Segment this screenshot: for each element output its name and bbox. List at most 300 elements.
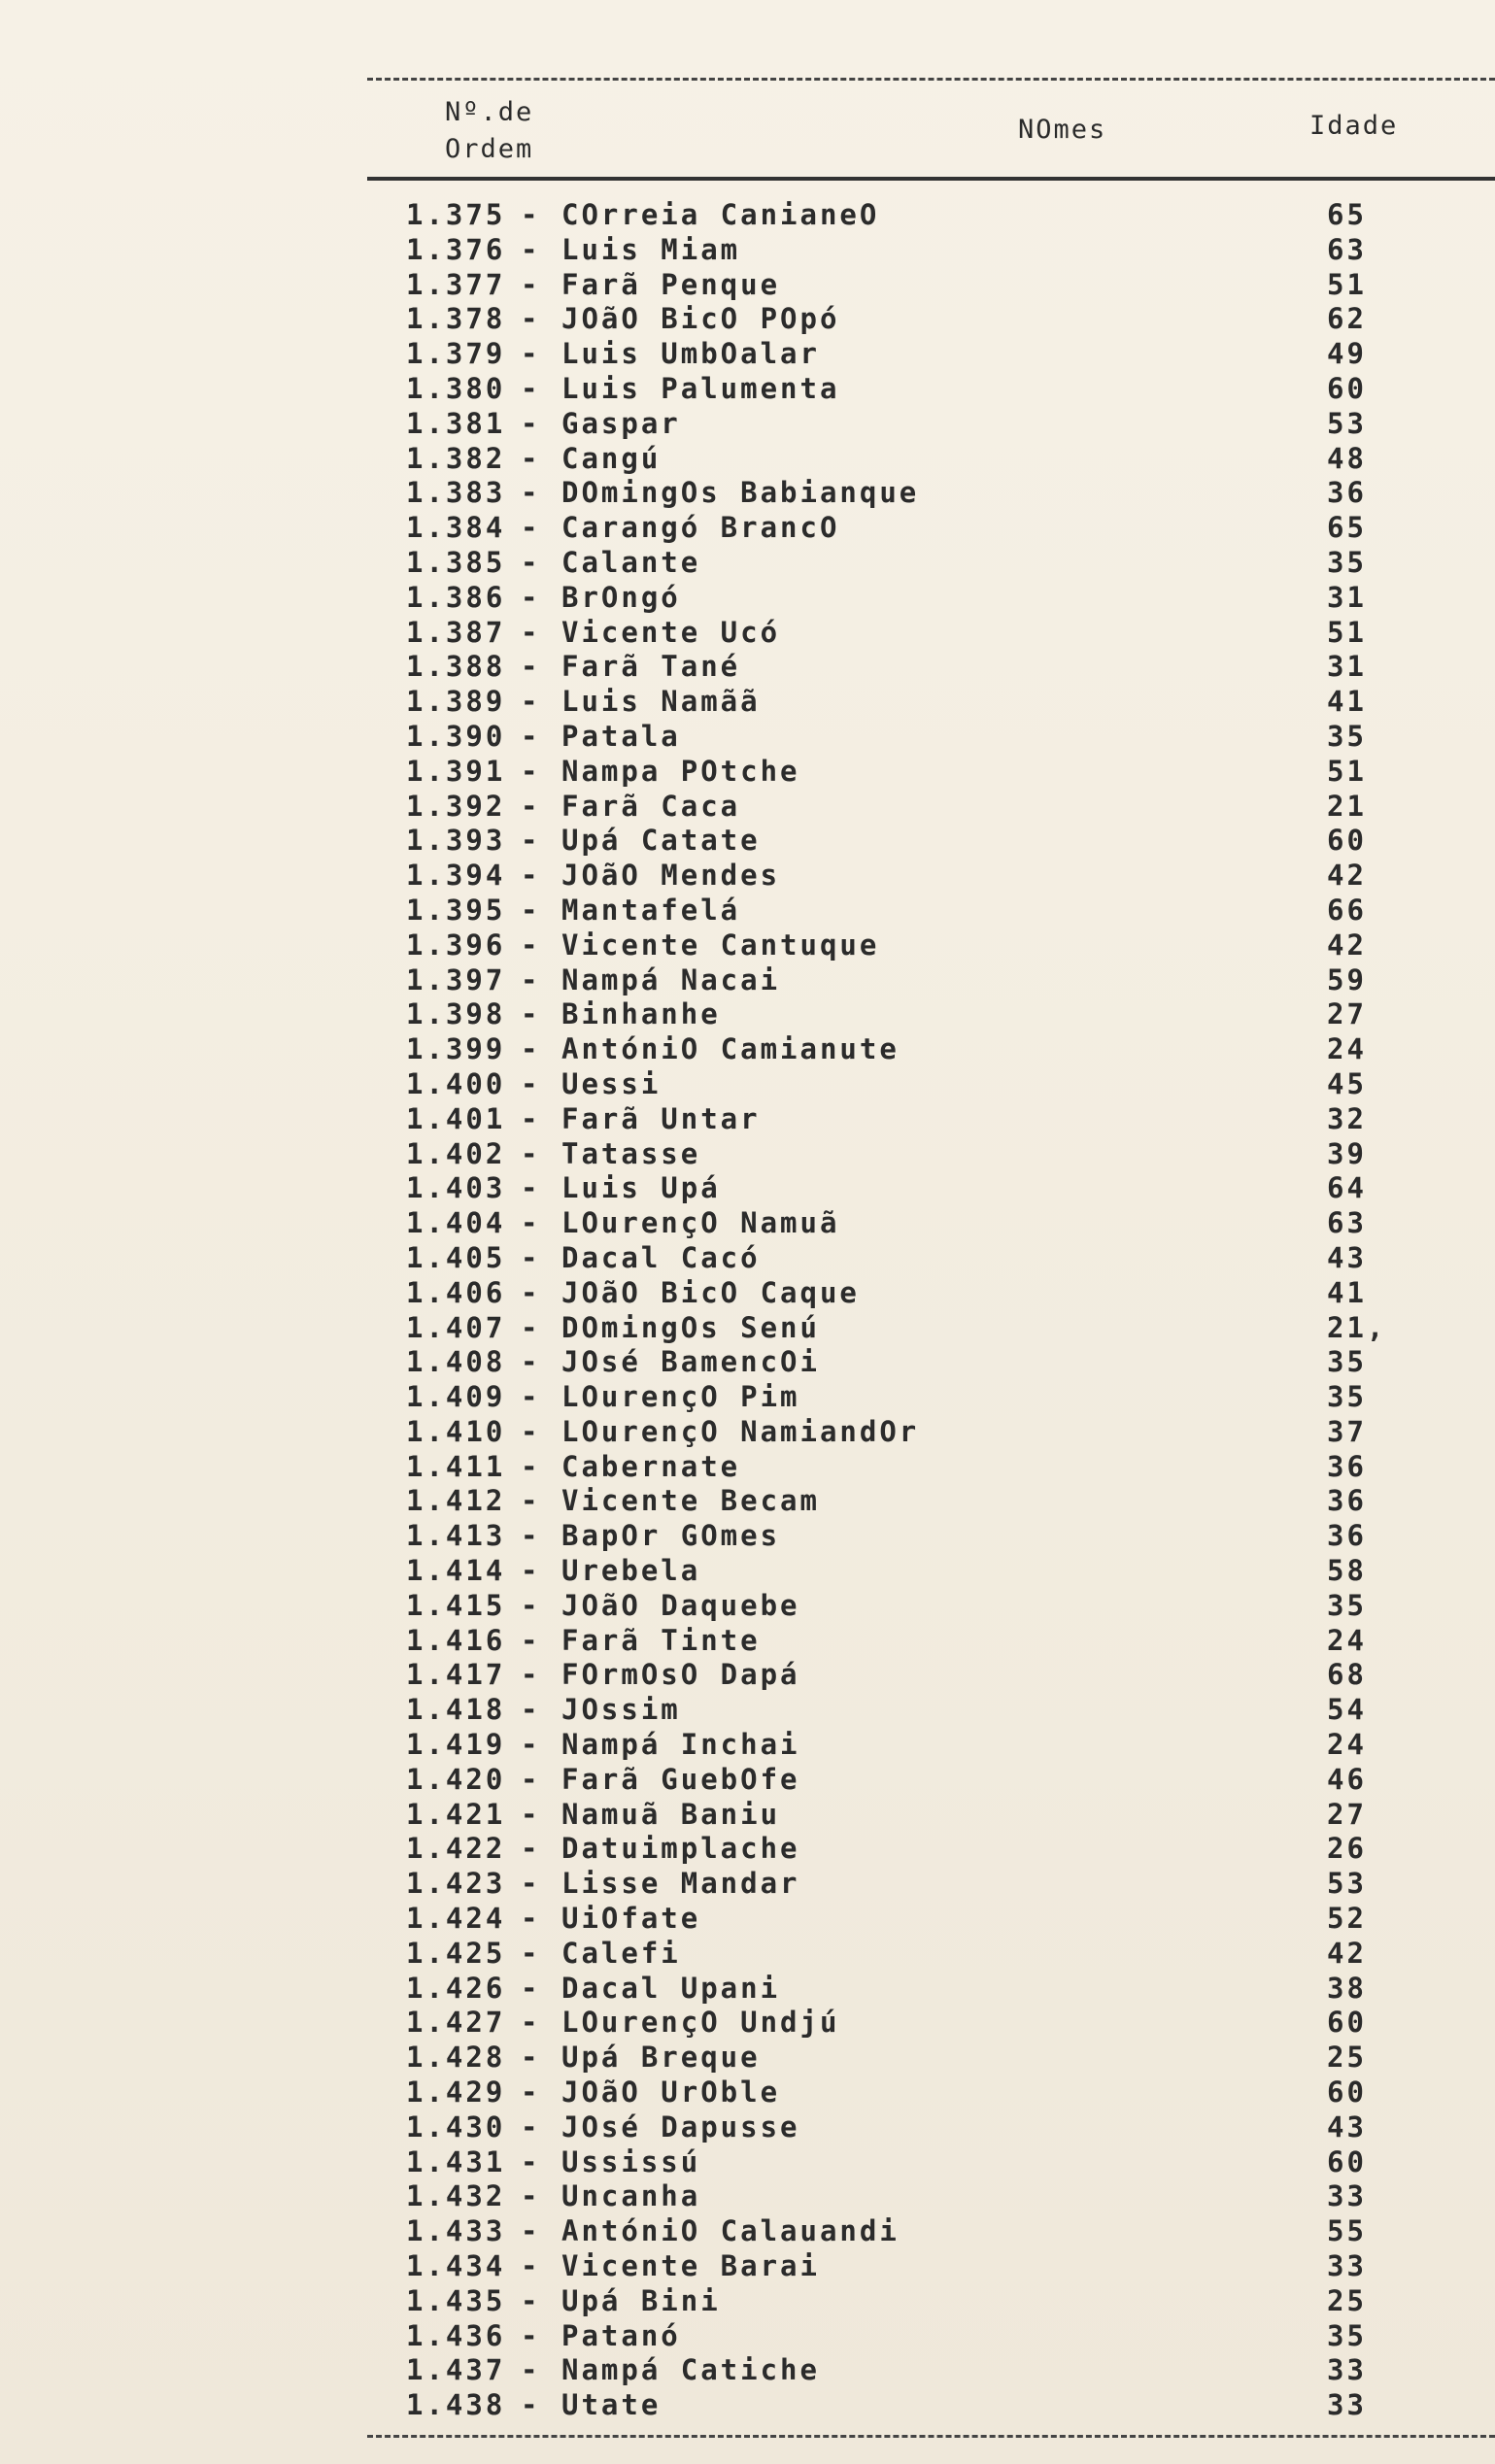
entry-age: 63	[1327, 232, 1367, 266]
list-item	[406, 1345, 1495, 1380]
list-item	[406, 2249, 1495, 2284]
list-item	[406, 198, 1495, 233]
list-item	[406, 337, 1495, 372]
entry-dash: -	[521, 719, 541, 753]
entry-dash: -	[521, 1484, 541, 1518]
list-item	[406, 233, 1495, 268]
list-item	[406, 824, 1495, 859]
entry-dash: -	[521, 928, 541, 962]
entry-age: 60	[1327, 824, 1367, 858]
entry-age: 25	[1327, 2283, 1367, 2317]
entry-dash: -	[521, 2353, 541, 2387]
list-item	[406, 720, 1495, 755]
entry-name: Luis UmbOalar	[561, 337, 820, 371]
header-nomes: NOmes	[1018, 115, 1107, 145]
entry-name: Patanó	[561, 2318, 681, 2352]
list-item	[406, 928, 1495, 963]
entry-age: 53	[1327, 1867, 1367, 1901]
entry-number: 1.384	[406, 511, 506, 545]
entry-dash: -	[521, 1728, 541, 1762]
list-item	[406, 2145, 1495, 2180]
entry-age: 35	[1327, 2318, 1367, 2352]
entry-age: 35	[1327, 1588, 1367, 1622]
entry-age: 63	[1327, 1206, 1367, 1240]
entry-number: 1.379	[406, 337, 506, 371]
entry-dash: -	[521, 2041, 541, 2075]
entry-age: 39	[1327, 1136, 1367, 1170]
entry-number: 1.406	[406, 1275, 506, 1309]
list-item	[406, 511, 1495, 546]
entry-age: 45	[1327, 1066, 1367, 1100]
entry-name: Ussissú	[561, 2144, 701, 2178]
entry-age: 26	[1327, 1832, 1367, 1866]
entry-dash: -	[521, 1971, 541, 2005]
entry-age: 59	[1327, 962, 1367, 996]
entry-name: JOãO Mendes	[561, 859, 781, 893]
entry-age: 65	[1327, 511, 1367, 545]
entry-number: 1.426	[406, 1971, 506, 2005]
entry-dash: -	[521, 1171, 541, 1205]
top-dashed-rule	[367, 78, 1495, 90]
list-item	[406, 1032, 1495, 1067]
list-item	[406, 2388, 1495, 2423]
list-item	[406, 2214, 1495, 2249]
entry-dash: -	[521, 1275, 541, 1309]
entry-name: Uncanha	[561, 2179, 701, 2213]
entry-name: Gaspar	[561, 406, 681, 440]
entry-number: 1.414	[406, 1554, 506, 1588]
entry-dash: -	[521, 1380, 541, 1414]
entry-name: LOurençO Undjú	[561, 2006, 840, 2040]
entry-name: DOmingOs Senú	[561, 1310, 820, 1344]
entry-dash: -	[521, 2179, 541, 2213]
entry-name: Namuã Baniu	[561, 1797, 781, 1831]
entry-number: 1.435	[406, 2283, 506, 2317]
entry-name: Luis Upá	[561, 1171, 721, 1205]
entry-age: 37	[1327, 1414, 1367, 1448]
entry-name: JOsé BamencOi	[561, 1345, 820, 1379]
entry-name: JOãO Daquebe	[561, 1588, 800, 1622]
entry-dash: -	[521, 406, 541, 440]
list-item	[406, 997, 1495, 1032]
header-ordem-line1: Nº.de	[445, 97, 534, 127]
entry-number: 1.410	[406, 1414, 506, 1448]
entry-number: 1.429	[406, 2076, 506, 2110]
entry-number: 1.411	[406, 1449, 506, 1483]
entry-age: 31	[1327, 580, 1367, 614]
entry-age: 31	[1327, 650, 1367, 684]
entry-name: Patala	[561, 719, 681, 753]
entry-name: Upá Catate	[561, 824, 761, 858]
entry-number: 1.423	[406, 1867, 506, 1901]
entry-name: Farã Untar	[561, 1101, 761, 1135]
entry-dash: -	[521, 1310, 541, 1344]
entry-age: 51	[1327, 615, 1367, 649]
list-item	[406, 1102, 1495, 1137]
entry-dash: -	[521, 580, 541, 614]
entry-name: Nampá Catiche	[561, 2353, 820, 2387]
list-item	[406, 2319, 1495, 2354]
entry-age: 43	[1327, 2110, 1367, 2143]
entry-age: 65	[1327, 198, 1367, 231]
list-item	[406, 2006, 1495, 2041]
entry-name: BapOr GOmes	[561, 1519, 781, 1553]
header-ordem-line2: Ordem	[445, 134, 534, 164]
entry-age: 60	[1327, 2144, 1367, 2178]
entry-number: 1.396	[406, 928, 506, 962]
list-item	[406, 894, 1495, 928]
entry-dash: -	[521, 997, 541, 1031]
entry-dash: -	[521, 1066, 541, 1100]
entry-name: Uessi	[561, 1066, 662, 1100]
entry-dash: -	[521, 371, 541, 405]
entry-dash: -	[521, 1658, 541, 1692]
entry-dash: -	[521, 1762, 541, 1796]
list-item	[406, 2076, 1495, 2110]
entry-number: 1.433	[406, 2214, 506, 2248]
entry-dash: -	[521, 2283, 541, 2317]
entry-dash: -	[521, 1240, 541, 1274]
entry-age: 21	[1327, 789, 1367, 823]
list-item	[406, 407, 1495, 442]
entry-number: 1.392	[406, 789, 506, 823]
entry-number: 1.425	[406, 1936, 506, 1970]
entry-age: 24	[1327, 1728, 1367, 1762]
entry-number: 1.413	[406, 1519, 506, 1553]
entry-dash: -	[521, 824, 541, 858]
list-item	[406, 1624, 1495, 1659]
list-item	[406, 302, 1495, 337]
entry-name: JOãO BicO Caque	[561, 1275, 860, 1309]
entry-number: 1.387	[406, 615, 506, 649]
entry-number: 1.427	[406, 2006, 506, 2040]
entry-name: Farã Penque	[561, 267, 781, 301]
entry-number: 1.438	[406, 2388, 506, 2422]
entry-number: 1.400	[406, 1066, 506, 1100]
entry-name: Farã Tinte	[561, 1623, 761, 1657]
entry-name: Vicente Cantuque	[561, 928, 880, 962]
entry-name: Binhanhe	[561, 997, 721, 1031]
list-item	[406, 1415, 1495, 1450]
entry-age: 51	[1327, 267, 1367, 301]
list-item	[406, 1728, 1495, 1763]
list-item	[406, 685, 1495, 720]
entry-age: 36	[1327, 1519, 1367, 1553]
list-item	[406, 1972, 1495, 2007]
list-item	[406, 1380, 1495, 1415]
list-item	[406, 1658, 1495, 1693]
entry-number: 1.401	[406, 1101, 506, 1135]
entry-age: 33	[1327, 2353, 1367, 2387]
entry-number: 1.391	[406, 754, 506, 788]
list-item	[406, 1798, 1495, 1833]
list-item	[406, 2353, 1495, 2388]
entry-number: 1.383	[406, 476, 506, 510]
entry-dash: -	[521, 615, 541, 649]
entry-age: 68	[1327, 1658, 1367, 1692]
entry-name: Luis Miam	[561, 232, 741, 266]
entry-age: 60	[1327, 2076, 1367, 2110]
entry-number: 1.430	[406, 2110, 506, 2143]
entry-number: 1.418	[406, 1693, 506, 1727]
entry-number: 1.422	[406, 1832, 506, 1866]
entry-dash: -	[521, 1588, 541, 1622]
entry-number: 1.421	[406, 1797, 506, 1831]
list-item	[406, 616, 1495, 651]
entry-number: 1.402	[406, 1136, 506, 1170]
entry-age: 32	[1327, 1101, 1367, 1135]
list-item	[406, 2041, 1495, 2076]
entry-name: LOurençO Pim	[561, 1380, 800, 1414]
entry-dash: -	[521, 2076, 541, 2110]
list-item	[406, 2284, 1495, 2319]
entry-age: 24	[1327, 1032, 1367, 1066]
entry-number: 1.409	[406, 1380, 506, 1414]
entry-number: 1.428	[406, 2041, 506, 2075]
entry-name: JOsé Dapusse	[561, 2110, 800, 2143]
entry-name: Urebela	[561, 1554, 701, 1588]
entry-number: 1.381	[406, 406, 506, 440]
entry-name: UiOfate	[561, 1902, 701, 1936]
entry-dash: -	[521, 198, 541, 231]
entry-age: 35	[1327, 1380, 1367, 1414]
entry-number: 1.416	[406, 1623, 506, 1657]
list-item	[406, 1832, 1495, 1867]
entry-dash: -	[521, 1101, 541, 1135]
entry-age: 38	[1327, 1971, 1367, 2005]
entry-age: 33	[1327, 2249, 1367, 2283]
list-item	[406, 790, 1495, 825]
list-item	[406, 1693, 1495, 1728]
entry-age: 36	[1327, 1484, 1367, 1518]
entry-age: 60	[1327, 371, 1367, 405]
entry-number: 1.405	[406, 1240, 506, 1274]
entry-dash: -	[521, 650, 541, 684]
list-item	[406, 1276, 1495, 1311]
entry-age: 55	[1327, 2214, 1367, 2248]
list-item	[406, 1450, 1495, 1485]
entry-dash: -	[521, 545, 541, 579]
list-item	[406, 1589, 1495, 1624]
entry-name: Dacal Cacó	[561, 1240, 761, 1274]
header-idade: Idade	[1309, 111, 1399, 141]
entry-age: 64	[1327, 1171, 1367, 1205]
entry-dash: -	[521, 511, 541, 545]
entry-age: 52	[1327, 1902, 1367, 1936]
entry-name: BrOngó	[561, 580, 681, 614]
entry-name: Farã Tané	[561, 650, 741, 684]
entry-number: 1.436	[406, 2318, 506, 2352]
entry-age: 62	[1327, 302, 1367, 336]
entry-number: 1.432	[406, 2179, 506, 2213]
entry-age: 42	[1327, 1936, 1367, 1970]
entry-name: Carangó BrancO	[561, 511, 840, 545]
list-item	[406, 1206, 1495, 1241]
entry-number: 1.380	[406, 371, 506, 405]
entry-name: AntóniO Camianute	[561, 1032, 900, 1066]
entry-age: 24	[1327, 1623, 1367, 1657]
entry-dash: -	[521, 2006, 541, 2040]
entry-name: JOãO BicO POpó	[561, 302, 840, 336]
entry-name: Nampá Inchai	[561, 1728, 800, 1762]
entry-name: LOurençO Namuã	[561, 1206, 840, 1240]
entry-dash: -	[521, 859, 541, 893]
entry-dash: -	[521, 1554, 541, 1588]
entry-name: Vicente Barai	[561, 2249, 820, 2283]
entry-dash: -	[521, 2110, 541, 2143]
entry-age: 41	[1327, 1275, 1367, 1309]
list-item	[406, 1241, 1495, 1276]
entry-dash: -	[521, 302, 541, 336]
entry-dash: -	[521, 2214, 541, 2248]
entry-age: 66	[1327, 893, 1367, 927]
register-list	[406, 198, 1495, 2423]
entry-dash: -	[521, 1623, 541, 1657]
entry-dash: -	[521, 2388, 541, 2422]
entry-number: 1.417	[406, 1658, 506, 1692]
list-item	[406, 963, 1495, 998]
entry-age: 46	[1327, 1762, 1367, 1796]
entry-number: 1.424	[406, 1902, 506, 1936]
entry-name: Datuimplache	[561, 1832, 800, 1866]
entry-number: 1.431	[406, 2144, 506, 2178]
entry-dash: -	[521, 754, 541, 788]
entry-dash: -	[521, 1797, 541, 1831]
entry-age: 53	[1327, 406, 1367, 440]
bottom-dashed-rule	[367, 2435, 1495, 2447]
header-underline	[367, 177, 1495, 181]
entry-number: 1.377	[406, 267, 506, 301]
entry-number: 1.404	[406, 1206, 506, 1240]
entry-age: 36	[1327, 476, 1367, 510]
entry-age: 36	[1327, 1449, 1367, 1483]
entry-dash: -	[521, 789, 541, 823]
entry-name: Calante	[561, 545, 701, 579]
entry-number: 1.382	[406, 441, 506, 475]
entry-age: 42	[1327, 928, 1367, 962]
entry-number: 1.397	[406, 962, 506, 996]
list-item	[406, 1937, 1495, 1972]
entry-name: Cabernate	[561, 1449, 741, 1483]
entry-name: Farã Caca	[561, 789, 741, 823]
entry-dash: -	[521, 441, 541, 475]
entry-name: DOmingOs Babianque	[561, 476, 920, 510]
entry-dash: -	[521, 1693, 541, 1727]
entry-number: 1.399	[406, 1032, 506, 1066]
entry-dash: -	[521, 1902, 541, 1936]
entry-number: 1.389	[406, 685, 506, 719]
list-item	[406, 859, 1495, 894]
entry-dash: -	[521, 2249, 541, 2283]
list-item	[406, 1867, 1495, 1902]
entry-dash: -	[521, 2318, 541, 2352]
entry-dash: -	[521, 1414, 541, 1448]
entry-number: 1.394	[406, 859, 506, 893]
entry-dash: -	[521, 267, 541, 301]
entry-age: 49	[1327, 337, 1367, 371]
entry-number: 1.434	[406, 2249, 506, 2283]
entry-number: 1.412	[406, 1484, 506, 1518]
entry-age: 54	[1327, 1693, 1367, 1727]
entry-number: 1.395	[406, 893, 506, 927]
entry-dash: -	[521, 685, 541, 719]
list-item	[406, 1311, 1495, 1346]
entry-number: 1.437	[406, 2353, 506, 2387]
entry-name: Luis Namãã	[561, 685, 761, 719]
list-item	[406, 1484, 1495, 1519]
entry-number: 1.420	[406, 1762, 506, 1796]
entry-dash: -	[521, 1936, 541, 1970]
entry-name: Cangú	[561, 441, 662, 475]
entry-number: 1.375	[406, 198, 506, 231]
list-item	[406, 2179, 1495, 2214]
entry-name: Upá Bini	[561, 2283, 721, 2317]
list-item	[406, 1902, 1495, 1937]
entry-age: 41	[1327, 685, 1367, 719]
entry-number: 1.393	[406, 824, 506, 858]
entry-number: 1.386	[406, 580, 506, 614]
entry-age: 27	[1327, 997, 1367, 1031]
entry-name: AntóniO Calauandi	[561, 2214, 900, 2248]
entry-age: 35	[1327, 1345, 1367, 1379]
entry-number: 1.398	[406, 997, 506, 1031]
entry-dash: -	[521, 2144, 541, 2178]
list-item	[406, 1137, 1495, 1172]
entry-name: Nampa POtche	[561, 754, 800, 788]
entry-name: Lisse Mandar	[561, 1867, 800, 1901]
entry-dash: -	[521, 476, 541, 510]
entry-age: 48	[1327, 441, 1367, 475]
entry-name: Luis Palumenta	[561, 371, 840, 405]
list-item	[406, 372, 1495, 407]
entry-name: Upá Breque	[561, 2041, 761, 2075]
entry-name: JOãO UrOble	[561, 2076, 781, 2110]
entry-age: 42	[1327, 859, 1367, 893]
entry-dash: -	[521, 1519, 541, 1553]
entry-number: 1.415	[406, 1588, 506, 1622]
entry-name: Farã GuebOfe	[561, 1762, 800, 1796]
entry-age: 43	[1327, 1240, 1367, 1274]
entry-number: 1.390	[406, 719, 506, 753]
entry-age: 33	[1327, 2388, 1367, 2422]
entry-number: 1.378	[406, 302, 506, 336]
entry-number: 1.376	[406, 232, 506, 266]
entry-name: LOurençO NamiandOr	[561, 1414, 920, 1448]
entry-dash: -	[521, 962, 541, 996]
entry-name: COrreia CanianeO	[561, 198, 880, 231]
entry-dash: -	[521, 1032, 541, 1066]
entry-dash: -	[521, 1449, 541, 1483]
entry-number: 1.403	[406, 1171, 506, 1205]
entry-number: 1.388	[406, 650, 506, 684]
entry-number: 1.408	[406, 1345, 506, 1379]
list-item	[406, 2110, 1495, 2145]
entry-name: FOrmOsO Dapá	[561, 1658, 800, 1692]
entry-age: 35	[1327, 545, 1367, 579]
list-item	[406, 1763, 1495, 1798]
entry-age: 60	[1327, 2006, 1367, 2040]
entry-name: Vicente Becam	[561, 1484, 820, 1518]
entry-age: 25	[1327, 2041, 1367, 2075]
list-item	[406, 268, 1495, 303]
list-item	[406, 1554, 1495, 1589]
entry-name: Vicente Ucó	[561, 615, 781, 649]
list-item	[406, 1171, 1495, 1206]
list-item	[406, 581, 1495, 616]
entry-name: Tatasse	[561, 1136, 701, 1170]
entry-dash: -	[521, 232, 541, 266]
list-item	[406, 1519, 1495, 1554]
